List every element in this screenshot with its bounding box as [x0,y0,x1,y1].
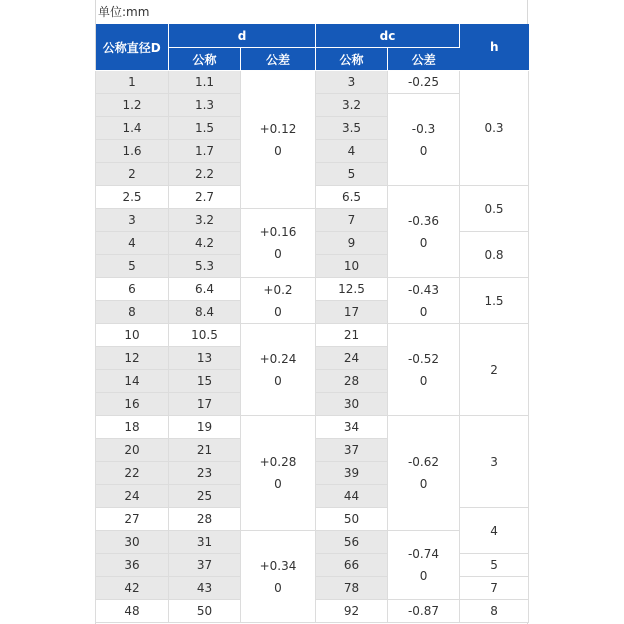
cell-dc-nominal: 9 [316,232,388,255]
cell-d-nominal: 4.2 [169,232,241,255]
cell-d-nominal: 2.2 [169,163,241,186]
cell-d-tolerance-upper: +0.24 [259,351,297,366]
cell-d-tolerance-lower: 0 [274,143,282,158]
cell-d-tolerance-lower: 0 [274,373,282,388]
cell-dc-tolerance-upper: -0.3 [411,121,436,136]
cell-d-nominal: 19 [169,416,241,439]
cell-nominal-diameter: 12 [96,347,169,370]
cell-h: 3 [460,416,529,508]
cell-d-nominal: 13 [169,347,241,370]
cell-dc-tolerance-lower: 0 [419,477,428,491]
cell-dc-tolerance [388,416,460,531]
cell-nominal-diameter: 2 [96,163,169,186]
cell-d-tolerance-upper: +0.28 [259,455,297,469]
cell-h: 0.3 [460,71,529,186]
cell-dc-nominal: 92 [316,600,388,623]
cell-nominal-diameter: 24 [96,485,169,508]
cell-d-tolerance [241,71,316,209]
cell-dc-tolerance-upper: -0.52 [407,351,440,366]
cell-nominal-diameter: 4 [96,232,169,255]
header-d-tolerance: 公差 [241,48,316,71]
cell-dc-tolerance [388,531,460,600]
cell-nominal-diameter: 30 [96,531,169,554]
header-d-nominal: 公称 [169,48,241,71]
cell-nominal-diameter: 16 [96,393,169,416]
cell-dc-nominal: 3.2 [316,94,388,117]
unit-label: 单位:mm [98,5,150,19]
cell-nominal-diameter: 2.5 [96,186,169,209]
cell-d-nominal: 23 [169,462,241,485]
cell-d-nominal: 6.4 [169,278,241,301]
cell-nominal-diameter: 22 [96,462,169,485]
cell-dc-nominal: 6.5 [316,186,388,209]
cell-dc-tolerance-upper: -0.87 [407,604,440,618]
cell-dc-nominal: 39 [316,462,388,485]
cell-nominal-diameter: 14 [96,370,169,393]
cell-dc-tolerance [388,278,460,324]
cell-nominal-diameter: 1.2 [96,94,169,117]
cell-dc-nominal: 10 [316,255,388,278]
cell-dc-nominal: 5 [316,163,388,186]
cell-dc-nominal: 12.5 [316,278,388,301]
cell-d-nominal: 31 [169,531,241,554]
cell-dc-tolerance-lower: 0 [419,569,428,583]
cell-nominal-diameter: 1 [96,71,169,94]
cell-nominal-diameter: 6 [96,278,169,301]
cell-dc-nominal: 34 [316,416,388,439]
cell-d-tolerance-upper: +0.2 [263,282,293,297]
cell-d-tolerance-lower: 0 [274,580,282,595]
cell-nominal-diameter: 18 [96,416,169,439]
cell-dc-tolerance [388,94,460,186]
cell-nominal-diameter: 20 [96,439,169,462]
cell-dc-tolerance-upper: -0.36 [407,213,440,228]
cell-d-nominal: 28 [169,508,241,531]
cell-dc-nominal: 3 [316,71,388,94]
header-h: h [460,24,529,71]
cell-nominal-diameter: 8 [96,301,169,324]
header-dc-nominal: 公称 [316,48,388,71]
cell-dc-nominal: 78 [316,577,388,600]
cell-dc-nominal: 3.5 [316,117,388,140]
cell-dc-tolerance-lower: 0 [419,143,428,158]
cell-d-nominal: 21 [169,439,241,462]
cell-dc-nominal: 37 [316,439,388,462]
cell-dc-tolerance [388,71,460,94]
cell-d-nominal: 15 [169,370,241,393]
table-row [96,324,529,347]
cell-dc-nominal: 4 [316,140,388,163]
cell-dc-nominal: 50 [316,508,388,531]
cell-d-nominal: 17 [169,393,241,416]
cell-dc-tolerance-upper: -0.62 [407,455,440,469]
cell-d-nominal: 3.2 [169,209,241,232]
cell-dc-nominal: 7 [316,209,388,232]
cell-dc-tolerance [388,324,460,416]
cell-d-nominal: 1.7 [169,140,241,163]
cell-d-nominal: 50 [169,600,241,623]
cell-d-tolerance [241,278,316,324]
cell-nominal-diameter: 48 [96,600,169,623]
cell-d-tolerance [241,531,316,623]
spec-table [95,24,529,623]
cell-dc-tolerance-lower: 0 [419,373,428,388]
cell-d-nominal: 25 [169,485,241,508]
cell-d-tolerance-upper: +0.12 [259,121,297,136]
table-row [96,416,529,439]
cell-dc-nominal: 24 [316,347,388,370]
cell-nominal-diameter: 36 [96,554,169,577]
cell-dc-nominal: 17 [316,301,388,324]
cell-d-nominal: 43 [169,577,241,600]
cell-nominal-diameter: 1.4 [96,117,169,140]
cell-dc-nominal: 56 [316,531,388,554]
cell-d-tolerance-lower: 0 [274,477,282,491]
cell-nominal-diameter: 3 [96,209,169,232]
cell-nominal-diameter: 42 [96,577,169,600]
cell-d-tolerance [241,209,316,278]
cell-d-tolerance-lower: 0 [274,304,282,319]
cell-d-nominal: 5.3 [169,255,241,278]
cell-h: 7 [460,577,529,600]
cell-dc-nominal: 28 [316,370,388,393]
cell-dc-nominal: 44 [316,485,388,508]
cell-nominal-diameter: 27 [96,508,169,531]
cell-d-tolerance [241,416,316,531]
cell-dc-tolerance-lower: 0 [419,235,428,250]
header-nominal-diameter: 公称直径D [96,24,169,71]
cell-h: 0.5 [460,186,529,232]
cell-d-nominal: 1.3 [169,94,241,117]
cell-d-nominal: 2.7 [169,186,241,209]
cell-d-nominal: 37 [169,554,241,577]
cell-nominal-diameter: 1.6 [96,140,169,163]
header-d: d [169,24,316,48]
cell-h: 4 [460,508,529,554]
cell-d-tolerance [241,324,316,416]
cell-dc-tolerance-upper: -0.43 [407,282,440,297]
cell-nominal-diameter: 10 [96,324,169,347]
cell-h: 2 [460,324,529,416]
cell-d-tolerance-upper: +0.34 [259,558,297,573]
table-body [96,71,529,623]
cell-dc-nominal: 30 [316,393,388,416]
cell-d-tolerance-upper: +0.16 [259,225,297,239]
header-dc-tolerance: 公差 [388,48,460,71]
cell-dc-tolerance-upper: -0.74 [407,547,440,561]
cell-dc-nominal: 21 [316,324,388,347]
table-row [96,71,529,94]
cell-h: 1.5 [460,278,529,324]
cell-h: 0.8 [460,232,529,278]
cell-d-nominal: 10.5 [169,324,241,347]
cell-h: 5 [460,554,529,577]
cell-nominal-diameter: 5 [96,255,169,278]
cell-dc-tolerance [388,186,460,278]
cell-d-nominal: 1.1 [169,71,241,94]
cell-dc-nominal: 66 [316,554,388,577]
cell-dc-tolerance-upper: -0.25 [407,75,440,89]
cell-dc-tolerance [388,600,460,623]
cell-d-nominal: 8.4 [169,301,241,324]
cell-d-nominal: 1.5 [169,117,241,140]
cell-h: 8 [460,600,529,623]
cell-dc-tolerance-lower: 0 [419,304,428,319]
header-dc: dc [316,24,460,48]
table-row [96,278,529,301]
cell-d-tolerance-lower: 0 [274,247,282,261]
